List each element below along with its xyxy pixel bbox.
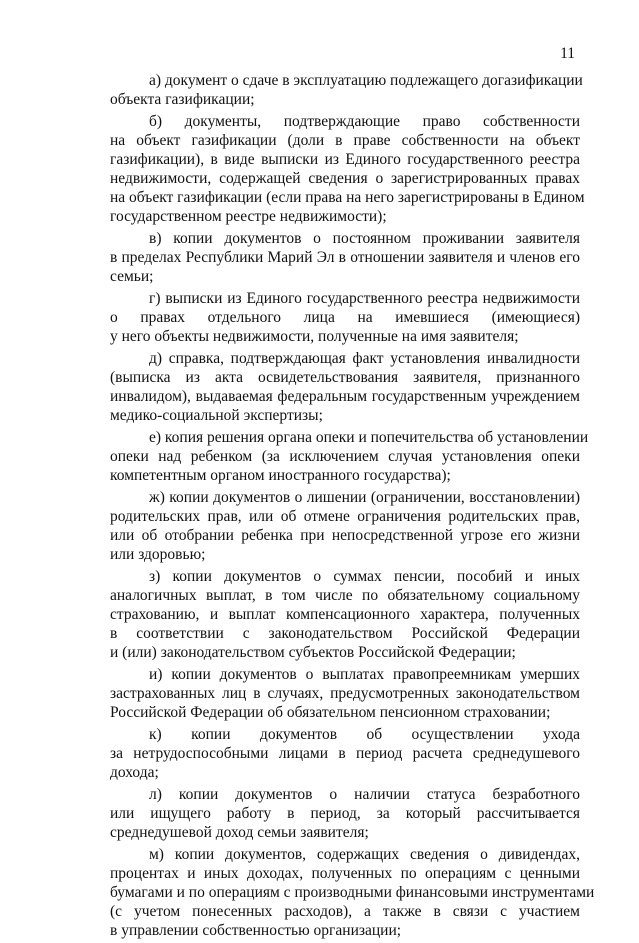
- text-line: бумагами и по операциям с производными финансовыми инструментами: [110, 884, 595, 901]
- text-line: о правах отдельного лица на имевшиеся (имеющиеся): [110, 309, 580, 326]
- text-line: опеки над ребенком (за исключением случая установления опеки: [110, 448, 580, 465]
- text-line: газификации), в виде выписки из Единого государственного реестра: [110, 151, 580, 168]
- text-line: среднедушевой доход семьи заявителя;: [110, 824, 369, 841]
- list-item-paragraph: [110, 725, 580, 782]
- text-line: е) копия решения органа опеки и попечительства об установлении: [149, 429, 589, 446]
- text-line: у него объекты недвижимости, полученные на имя заявителя;: [110, 328, 519, 345]
- text-line: а) документ о сдаче в эксплуатацию подлежащего догазификации: [149, 72, 583, 89]
- text-line: и) копии документов о выплатах правопреемникам умерших: [149, 666, 580, 683]
- list-item-paragraph: [110, 428, 589, 485]
- text-line: и (или) законодательством субъектов Российской Федерации;: [110, 644, 516, 661]
- text-line: ж) копии документов о лишении (ограничении, восстановлении): [149, 489, 580, 506]
- list-item-paragraph: [110, 845, 595, 940]
- list-item-paragraph: [110, 488, 580, 564]
- text-line: (выписка из акта освидетельствования заявителя, признанного: [110, 369, 580, 386]
- text-line: страхованию, и выплат компенсационного характера, полученных: [110, 606, 580, 623]
- text-line: семьи;: [110, 268, 154, 285]
- document-body: [110, 71, 595, 943]
- text-line: в соответствии с законодательством Российской Федерации: [110, 625, 580, 642]
- text-line: или об отобрании ребенка при непосредственной угрозе его жизни: [110, 527, 580, 544]
- list-item-paragraph: [110, 229, 580, 286]
- text-line: родительских прав, или об отмене ограничения родительских прав,: [110, 508, 580, 525]
- text-line: к) копии документов об осуществлении ухода: [149, 726, 580, 743]
- text-line: г) выписки из Единого государственного реестра недвижимости: [149, 290, 580, 307]
- list-item-paragraph: [110, 567, 580, 662]
- text-line: на объект газификации (если права на него зарегистрированы в Едином: [110, 189, 585, 206]
- text-line: на объект газификации (доли в праве собственности на объект: [110, 132, 580, 149]
- text-line: недвижимости, содержащей сведения о зарегистрированных правах: [110, 170, 580, 187]
- text-line: б) документы, подтверждающие право собственности: [149, 113, 580, 130]
- text-line: аналогичных выплат, в том числе по обязательному социальному: [110, 587, 580, 604]
- list-item-paragraph: [110, 785, 580, 842]
- list-item-paragraph: [110, 71, 583, 109]
- text-line: инвалидом), выдаваемая федеральным государственным учреждением: [110, 388, 580, 405]
- text-line: в) копии документов о постоянном проживании заявителя: [149, 230, 580, 247]
- text-line: д) справка, подтверждающая факт установления инвалидности: [149, 350, 580, 367]
- text-line: за нетрудоспособными лицами в период расчета среднедушевого: [110, 745, 580, 762]
- text-line: (с учетом понесенных расходов), а также в связи с участием: [110, 903, 580, 920]
- text-line: з) копии документов о суммах пенсии, пособий и иных: [149, 568, 580, 585]
- text-line: государственном реестре недвижимости);: [110, 208, 387, 225]
- list-item-paragraph: [110, 112, 585, 226]
- text-line: объекта газификации;: [110, 91, 255, 108]
- text-line: дохода;: [110, 764, 159, 781]
- list-item-paragraph: [110, 665, 580, 722]
- text-line: л) копии документов о наличии статуса безработного: [149, 786, 580, 803]
- list-item-paragraph: [110, 289, 580, 346]
- list-item-paragraph: [110, 349, 580, 425]
- text-line: или здоровью;: [110, 546, 206, 563]
- text-line: медико-социальной экспертизы;: [110, 407, 323, 424]
- text-line: застрахованных лиц в случаях, предусмотренных законодательством: [110, 685, 580, 702]
- text-line: в пределах Республики Марий Эл в отношении заявителя и членов его: [110, 249, 580, 266]
- text-line: Российской Федерации об обязательном пенсионном страховании;: [110, 704, 551, 721]
- text-line: процентах и иных доходах, полученных по операциям с ценными: [110, 865, 580, 882]
- text-line: м) копии документов, содержащих сведения о дивидендах,: [149, 846, 580, 863]
- text-line: в управлении собственностью организации;: [110, 922, 402, 939]
- text-line: или ищущего работу в период, за который рассчитывается: [110, 805, 580, 822]
- page-number: 11: [560, 45, 575, 62]
- text-line: компетентным органом иностранного государства);: [110, 467, 451, 484]
